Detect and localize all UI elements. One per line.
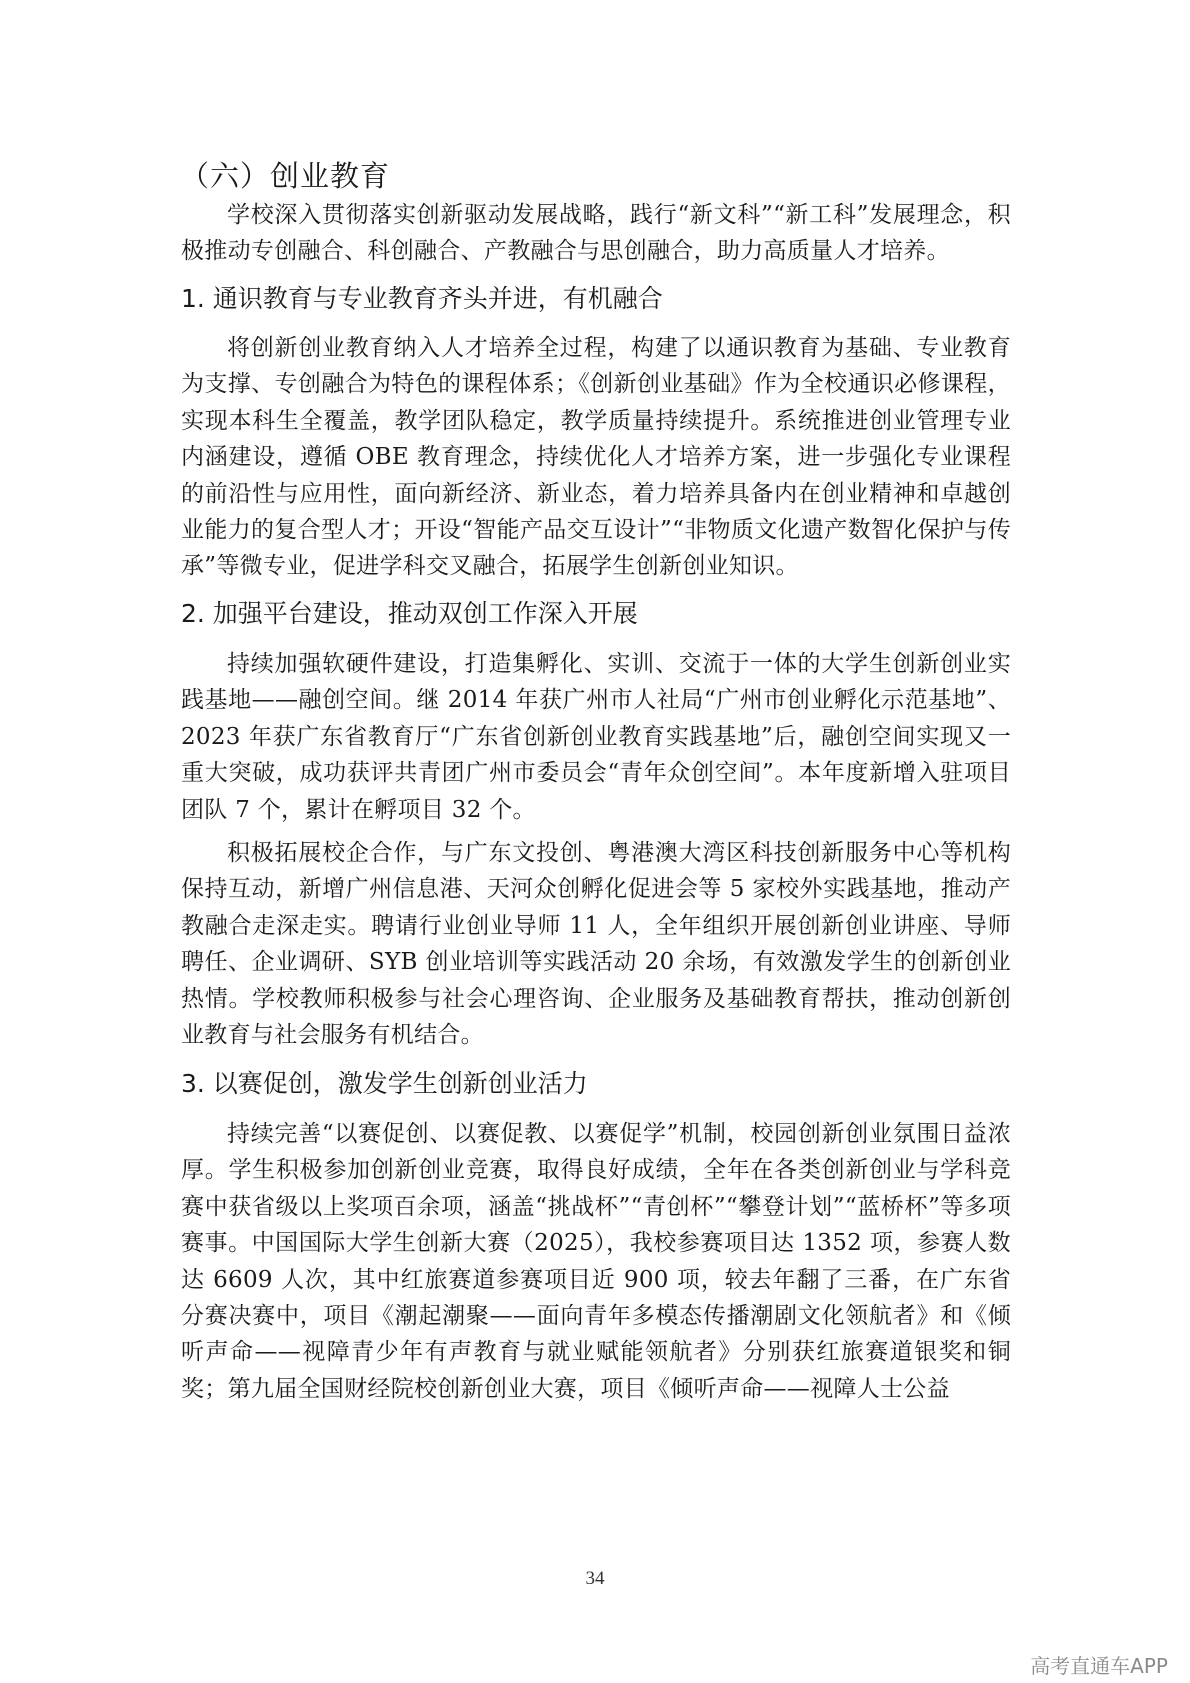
intro-paragraph: 学校深入贯彻落实创新驱动发展战略，践行“新文科”“新工科”发展理念，积极推动专创融合、科创融合、产教融合与思创融合，助力高质量人才培养。 xyxy=(181,202,1011,265)
page-number: 34 xyxy=(585,1568,605,1589)
subsection-2-paragraph-2: 积极拓展校企合作，与广东文投创、粤港澳大湾区科技创新服务中心等机构保持互动，新增广州信息港、天河众创孵化促进会等 5 家校外实践基地，推动产教融合走深走实。聘请行业创业导师 11 人，全年组织开展创新创业讲座、导师聘任、企业调研、SYB 创业培训等实践活动 20 余场，有效激发学生的创新创业热情。学校教师积极参与社会心理咨询、企业服务及基础教育帮扶，推动创新创业教育与社会服务有机结合。 xyxy=(181,840,1011,1049)
subsection-2-paragraph-1: 持续加强软硬件建设，打造集孵化、实训、交流于一体的大学生创新创业实践基地——融创空间。继 2014 年获广州市人社局“广州市创业孵化示范基地”、2023 年获广东省教育厅“广东省创新创业教育实践基地”后，融创空间实现又一重大突破，成功获评共青团广州市委员会“青年众创空间”。本年度新增入驻项目团队 7 个，累计在孵项目 32 个。 xyxy=(181,651,1011,823)
watermark-text: 高考直通车APP xyxy=(1030,1654,1168,1678)
subsection-1-heading: 1. 通识教育与专业教育齐头并进，有机融合 xyxy=(181,284,663,313)
subsection-3-paragraph-1: 持续完善“以赛促创、以赛促教、以赛促学”机制，校园创新创业氛围日益浓厚。学生积极参加创新创业竞赛，取得良好成绩，全年在各类创新创业与学科竞赛中获省级以上奖项百余项，涵盖“挑战杯”“青创杯”“攀登计划”“蓝桥杯”等多项赛事。中国国际大学生创新大赛（2025），我校参赛项目达 1352 项，参赛人数达 6609 人次，其中红旅赛道参赛项目近 900 项，较去年翻了三番，在广东省分赛决赛中，项目《潮起潮聚——面向青年多模态传播潮剧文化领航者》和《倾听声命——视障青少年有声教育与就业赋能领航者》分别获红旅赛道银奖和铜奖；第九届全国财经院校创新创业大赛，项目《倾听声命——视障人士公益 xyxy=(181,1121,1011,1402)
subsection-2-heading: 2. 加强平台建设，推动双创工作深入开展 xyxy=(181,599,638,628)
subsection-3-heading: 3. 以赛促创，激发学生创新创业活力 xyxy=(181,1069,588,1098)
section-title: （六）创业教育 xyxy=(180,159,391,193)
subsection-1-paragraph-1: 将创新创业教育纳入人才培养全过程，构建了以通识教育为基础、专业教育为支撑、专创融合为特色的课程体系；《创新创业基础》作为全校通识必修课程，实现本科生全覆盖，教学团队稳定，教学质量持续提升。系统推进创业管理专业内涵建设，遵循 OBE 教育理念，持续优化人才培养方案，进一步强化专业课程的前沿性与应用性，面向新经济、新业态，着力培养具备内在创业精神和卓越创业能力的复合型人才；开设“智能产品交互设计”“非物质文化遗产数智化保护与传承”等微专业，促进学科交叉融合，拓展学生创新创业知识。 xyxy=(181,335,1011,580)
